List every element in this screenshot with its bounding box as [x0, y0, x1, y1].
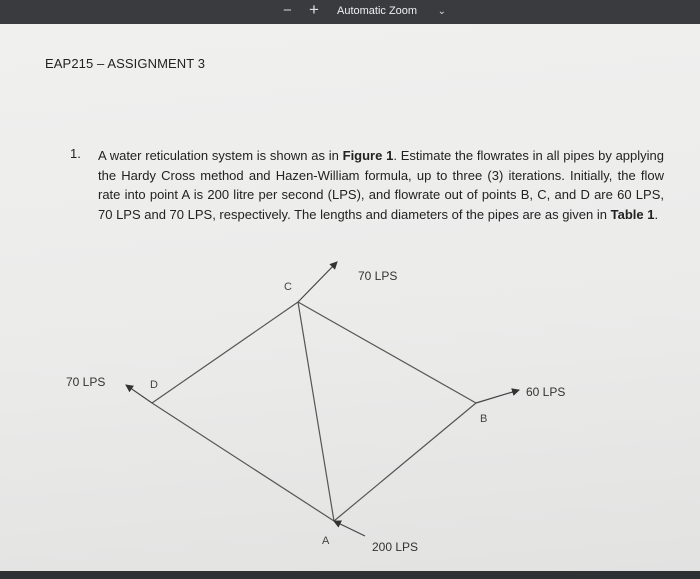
zoom-out-button[interactable]: −	[283, 2, 292, 19]
pdf-toolbar	[0, 0, 700, 24]
pipe-network-figure	[0, 24, 700, 579]
pipe-c-b	[298, 302, 476, 403]
node-label-c: C	[284, 281, 292, 293]
node-label-a: A	[322, 535, 330, 547]
flow-label-a: 200 LPS	[372, 540, 419, 554]
zoom-select[interactable]	[331, 2, 452, 21]
node-label-b: B	[480, 413, 488, 425]
chevron-down-icon: ⌄	[437, 6, 446, 17]
node-label-d: D	[150, 379, 158, 391]
outflow-arrow-c	[298, 262, 337, 302]
flow-label-d: 70 LPS	[66, 375, 106, 389]
outflow-arrow-b	[476, 390, 519, 403]
pipe-c-a	[298, 302, 334, 521]
document-title: EAP215 – ASSIGNMENT 3	[45, 56, 206, 71]
flow-label-c: 70 LPS	[358, 269, 398, 283]
zoom-select-label: Automatic Zoom	[337, 5, 418, 17]
inflow-arrow-a	[334, 521, 365, 536]
table-reference: Table 1	[610, 206, 655, 222]
zoom-in-button[interactable]: +	[309, 0, 319, 19]
flow-label-b: 60 LPS	[526, 385, 566, 399]
question-text-part: A water reticulation system is shown as in	[98, 148, 343, 163]
document-page	[0, 24, 700, 579]
question-text-part: .	[654, 206, 659, 222]
question-number: 1.	[70, 146, 81, 161]
pipe-b-a	[334, 403, 476, 521]
question-text-part: . Estimate the flowrates in all pipes by applying the Hardy Cross method and Hazen-William formula, up to three (3) iterations. Initially, the flow rate into point A is 200 litre per second (LPS), and flowrate out of points B, C, and D are 60 LPS, 70 LPS and 70 LPS, respectively. The lengths and diameters of the pipes are as given in	[98, 148, 664, 222]
pipe-d-a	[152, 403, 334, 521]
outflow-arrow-d	[126, 385, 152, 403]
pipe-c-d	[152, 302, 298, 403]
figure-reference: Figure 1	[342, 148, 394, 163]
screen-bottom-edge	[0, 571, 700, 579]
